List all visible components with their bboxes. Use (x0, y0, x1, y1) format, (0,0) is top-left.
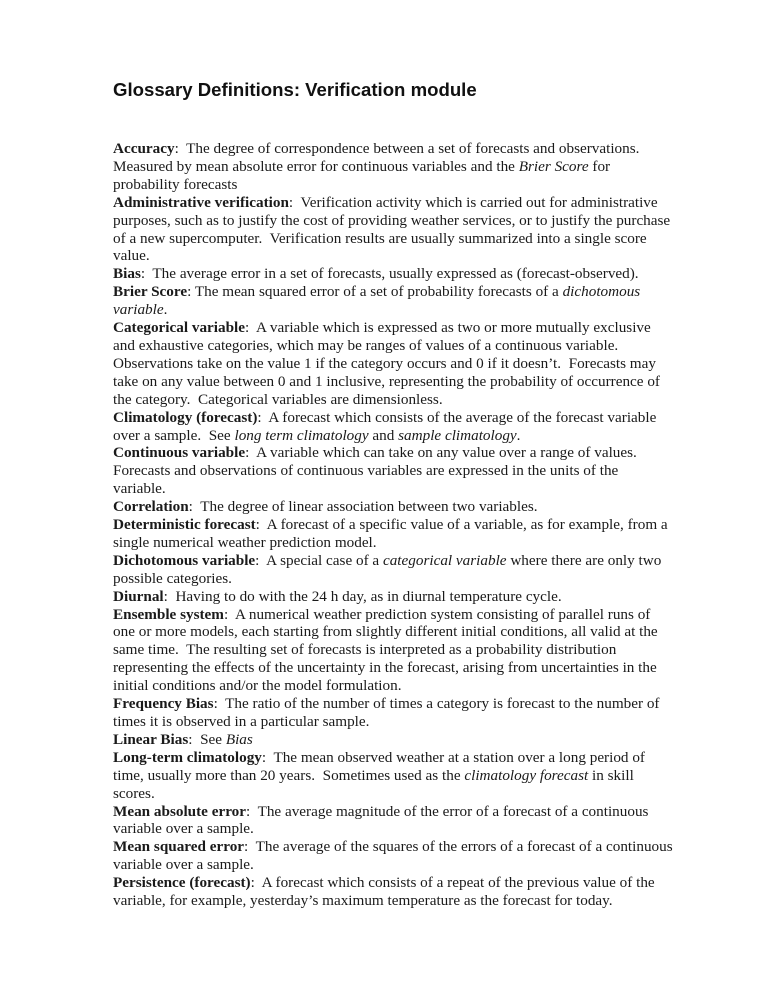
glossary-term: Long-term climatology (113, 748, 262, 766)
glossary-entry (113, 695, 673, 731)
definition-text: See (200, 730, 226, 748)
definition-text: A special case of a (266, 551, 383, 569)
glossary-term: Accuracy (113, 140, 175, 157)
definition-text: in skill scores. (113, 766, 638, 802)
glossary-entry (113, 444, 673, 498)
glossary-term: Persistence (forecast) (113, 874, 251, 892)
glossary-entry (113, 749, 673, 803)
glossary-term: Dichotomous variable (113, 551, 256, 569)
definition-text: and (368, 426, 399, 444)
term-separator: : (255, 516, 267, 534)
cross-reference: long term climatology (234, 426, 369, 444)
definition-text: The mean squared error of a set of probability forecasts of a (194, 283, 563, 301)
cross-reference: climatology forecast (464, 766, 589, 784)
definition-text: A variable which can take on any value over a range of values. Forecasts and observations of continuous variables are expressed in the units of the variable. (113, 444, 641, 498)
definition-text: Verification activity which is carried out for administrative purposes, such as to justify the cost of providing weather services, or to justify the purchase of a new supercomputer. Verification results are usually summarized into a single score value. (113, 193, 674, 265)
term-separator: : (188, 498, 201, 516)
glossary-entry (113, 319, 673, 409)
definition-text: The average error in a set of forecasts, usually expressed as (forecast-observed). (152, 265, 639, 283)
term-separator: : (244, 838, 256, 856)
glossary-entry (113, 731, 673, 749)
glossary-entry (113, 838, 677, 874)
glossary-entry (113, 803, 673, 839)
term-separator: : (245, 319, 256, 337)
definition-text: A forecast which consists of the average of the forecast variable over a sample. See (113, 408, 661, 444)
term-separator: : (257, 408, 269, 426)
glossary-term: Administrative verification (113, 193, 289, 211)
definition-text: The degree of correspondence between a set of forecasts and observations. Measured by mean absolute error for continuous variables and the (113, 140, 644, 175)
definition-text: The average magnitude of the error of a forecast of a continuous variable over a sample. (113, 802, 653, 838)
term-separator: : (187, 283, 195, 301)
term-separator: : (261, 748, 274, 766)
term-separator: : (255, 551, 267, 569)
cross-reference: Bias (225, 730, 253, 748)
glossary-list (113, 140, 677, 910)
cross-reference: Brier Score (518, 157, 589, 175)
definition-text: A forecast which consists of a repeat of the previous value of the variable, for example, yesterday’s maximum temperature as the forecast for today. (113, 874, 659, 910)
glossary-term: Categorical variable (113, 319, 246, 337)
glossary-entry (113, 265, 673, 283)
glossary-term: Continuous variable (113, 444, 246, 462)
glossary-entry (113, 874, 673, 910)
definition-text: for probability forecasts (113, 157, 614, 193)
glossary-term: Brier Score (113, 283, 188, 301)
cross-reference: categorical variable (382, 551, 507, 569)
definition-text: The degree of linear association between two variables. (200, 498, 538, 516)
glossary-entry (113, 516, 673, 552)
term-separator: : (213, 695, 226, 713)
glossary-entry (113, 606, 673, 696)
glossary-term: Frequency Bias (113, 695, 214, 713)
definition-text: The average of the squares of the errors of a forecast of a continuous variable over a sample. (113, 838, 677, 874)
glossary-term: Linear Bias (113, 730, 189, 748)
definition-text: The mean observed weather at a station over a long period of time, usually more than 20 years. Sometimes used as the (113, 748, 649, 784)
glossary-term: Deterministic forecast (113, 516, 256, 534)
definition-text: where there are only two possible categories. (113, 551, 666, 587)
glossary-entry (113, 194, 673, 266)
cross-reference: dichotomous variable (113, 283, 644, 319)
term-separator: : (174, 140, 187, 157)
glossary-entry (113, 498, 673, 516)
glossary-term: Correlation (113, 498, 189, 516)
term-separator: : (188, 730, 201, 748)
definition-text: A forecast of a specific value of a variable, as for example, from a single numerical weather prediction model. (113, 516, 672, 551)
glossary-entry (113, 140, 673, 194)
glossary-term: Mean absolute error (113, 802, 247, 820)
glossary-entry (113, 588, 673, 606)
glossary-term: Mean squared error (113, 838, 245, 856)
definition-text: A numerical weather prediction system consisting of parallel runs of one or more models, each starting from slightly different initial conditions, all valid at the same time. The resulting set of forecasts is interpreted as a probability distribution representing the effects of the uncertainty in the forecast, arising from uncertainties in the initial conditions and/or the model formulation. (113, 605, 662, 695)
term-separator: : (288, 193, 301, 211)
glossary-entry (113, 283, 673, 319)
cross-reference: sample climatology (398, 426, 517, 444)
definition-text: The ratio of the number of times a category is forecast to the number of times it is observed in a particular sample. (113, 695, 664, 730)
term-separator: : (250, 874, 262, 892)
term-separator: : (163, 587, 176, 605)
glossary-entry (113, 552, 673, 588)
definition-text: A variable which is expressed as two or more mutually exclusive and exhaustive categories, which may be ranges of values of a continuous variable. Observations take on the value 1 if the category occurs and 0 if it doesn’t. Forecasts may take on any value between 0 and 1 inclusive, representing the probability of occurrence of the category. Categorical variables are dimensionless. (113, 319, 664, 408)
definition-text: Having to do with the 24 h day, as in diurnal temperature cycle. (175, 587, 562, 605)
term-separator: : (140, 265, 153, 283)
term-separator: : (246, 802, 258, 820)
page-title: Glossary Definitions: Verification module (113, 79, 477, 100)
definition-text: . (516, 426, 521, 444)
glossary-term: Climatology (forecast) (113, 408, 258, 426)
term-separator: : (245, 444, 257, 462)
glossary-entry (113, 409, 673, 445)
term-separator: : (223, 605, 235, 623)
definition-text: . (163, 301, 168, 319)
glossary-term: Ensemble system (113, 605, 224, 623)
glossary-term: Diurnal (113, 587, 164, 605)
glossary-term: Bias (113, 265, 141, 283)
